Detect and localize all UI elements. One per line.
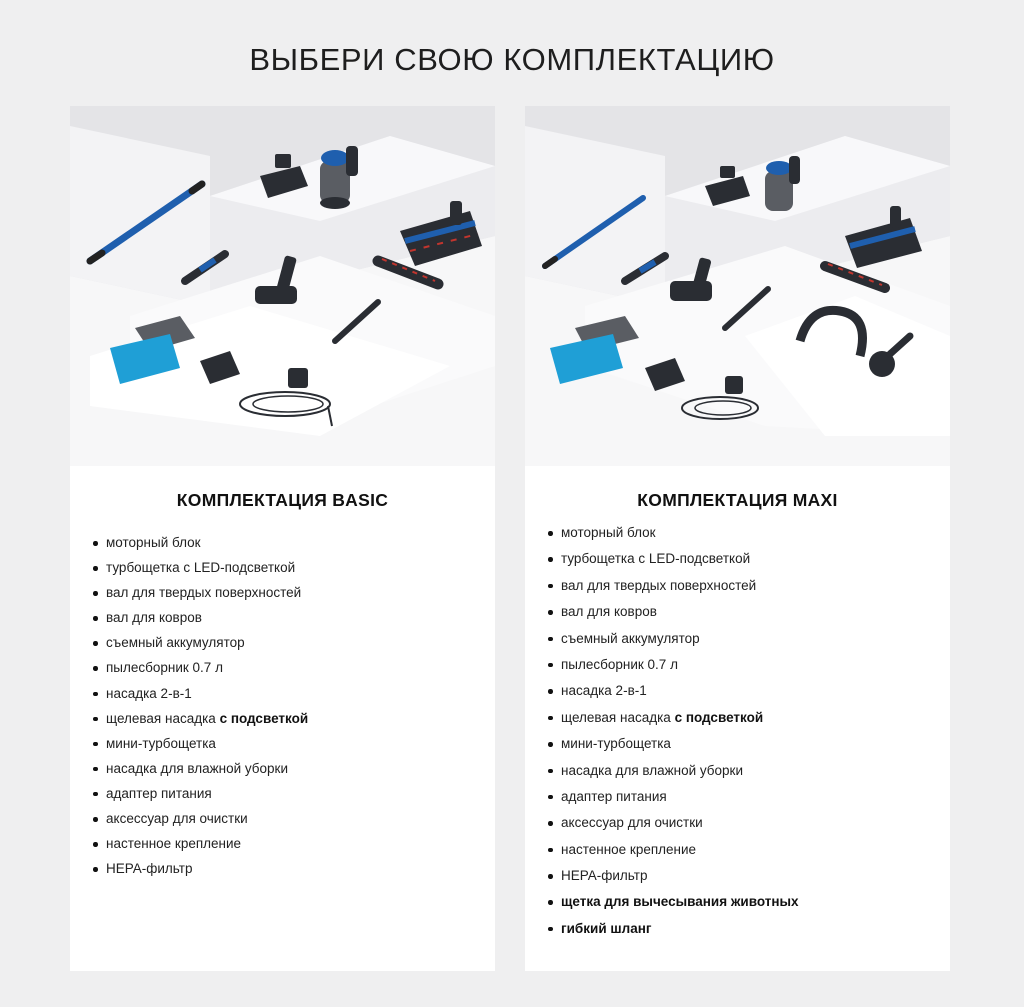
- maxi-feature-item: [548, 603, 799, 629]
- basic-feature-item: [93, 634, 308, 659]
- basic-feature-text: HEPA-фильтр: [106, 861, 193, 877]
- maxi-feature-text: вал для твердых поверхностей: [561, 577, 757, 593]
- maxi-feature-item: [548, 893, 799, 919]
- maxi-feature-highlight: с подсветкой: [674, 709, 764, 725]
- maxi-feature-text: адаптер питания: [561, 788, 667, 804]
- maxi-feature-text: насадка для влажной уборки: [561, 762, 744, 778]
- basic-feature-text: адаптер питания: [106, 785, 212, 801]
- basic-feature-item: [93, 835, 308, 860]
- basic-feature-text: аксессуар для очистки: [106, 811, 248, 827]
- maxi-feature-item: [548, 920, 799, 946]
- maxi-feature-item: [548, 814, 799, 840]
- maxi-feature-text: мини-турбощетка: [561, 736, 671, 752]
- basic-feature-item: [93, 659, 308, 684]
- maxi-feature-text: настенное крепление: [561, 841, 697, 857]
- basic-feature-text: турбощетка с LED-подсветкой: [106, 560, 296, 576]
- maxi-feature-text: съемный аккумулятор: [561, 630, 700, 646]
- maxi-feature-text: пылесборник 0.7 л: [561, 656, 678, 672]
- basic-feature-text: вал для ковров: [106, 610, 202, 626]
- maxi-feature-item: [548, 577, 799, 603]
- basic-feature-text: настенное крепление: [106, 836, 242, 852]
- basic-package-title: КОМПЛЕКТАЦИЯ BASIC: [176, 490, 389, 510]
- page-title: ВЫБЕРИ СВОЮ КОМПЛЕКТАЦИЮ: [249, 42, 775, 77]
- basic-package-card: [70, 106, 495, 971]
- maxi-feature-item: [548, 788, 799, 814]
- maxi-package-title: КОМПЛЕКТАЦИЯ MAXI: [637, 490, 838, 510]
- basic-feature-text: вал для твердых поверхностей: [106, 585, 302, 601]
- basic-feature-text: съемный аккумулятор: [106, 635, 245, 651]
- basic-feature-text: насадка 2-в-1: [106, 685, 192, 701]
- basic-feature-item: [93, 785, 308, 810]
- basic-feature-text: мини-турбощетка: [106, 735, 216, 751]
- maxi-feature-text: щелевая насадка: [561, 709, 675, 725]
- maxi-feature-item: [548, 709, 799, 735]
- basic-feature-text: пылесборник 0.7 л: [106, 660, 223, 676]
- basic-feature-list: [93, 534, 308, 885]
- maxi-feature-item: [548, 550, 799, 576]
- maxi-package-card: [525, 106, 950, 971]
- maxi-feature-item: [548, 867, 799, 893]
- basic-feature-item: [93, 710, 308, 735]
- basic-feature-item: [93, 584, 308, 609]
- basic-feature-item: [93, 559, 308, 584]
- basic-feature-item: [93, 810, 308, 835]
- basic-package-photo: [70, 106, 495, 466]
- maxi-feature-item: [548, 656, 799, 682]
- maxi-feature-highlight: гибкий шланг: [561, 920, 652, 936]
- basic-feature-item: [93, 609, 308, 634]
- maxi-feature-list: [548, 524, 799, 946]
- maxi-feature-item: [548, 762, 799, 788]
- maxi-feature-text: аксессуар для очистки: [561, 815, 703, 831]
- maxi-feature-text: моторный блок: [561, 525, 656, 540]
- maxi-feature-item: [548, 630, 799, 656]
- basic-feature-item: [93, 860, 308, 885]
- maxi-package-photo: [525, 106, 950, 466]
- basic-feature-text: насадка для влажной уборки: [106, 760, 289, 776]
- basic-feature-item: [93, 735, 308, 760]
- basic-feature-item: [93, 685, 308, 710]
- maxi-feature-item: [548, 841, 799, 867]
- basic-feature-highlight: с подсветкой: [219, 710, 309, 726]
- maxi-feature-item: [548, 524, 799, 550]
- maxi-feature-text: турбощетка с LED-подсветкой: [561, 551, 751, 567]
- maxi-feature-highlight: щетка для вычесывания животных: [561, 894, 799, 910]
- maxi-feature-text: HEPA-фильтр: [561, 868, 648, 884]
- maxi-feature-text: насадка 2-в-1: [561, 683, 647, 699]
- basic-feature-item: [93, 760, 308, 785]
- basic-feature-text: щелевая насадка: [106, 710, 220, 726]
- basic-feature-item: [93, 534, 308, 559]
- maxi-feature-item: [548, 735, 799, 761]
- maxi-feature-text: вал для ковров: [561, 604, 657, 620]
- basic-feature-text: моторный блок: [106, 535, 201, 550]
- maxi-feature-item: [548, 682, 799, 708]
